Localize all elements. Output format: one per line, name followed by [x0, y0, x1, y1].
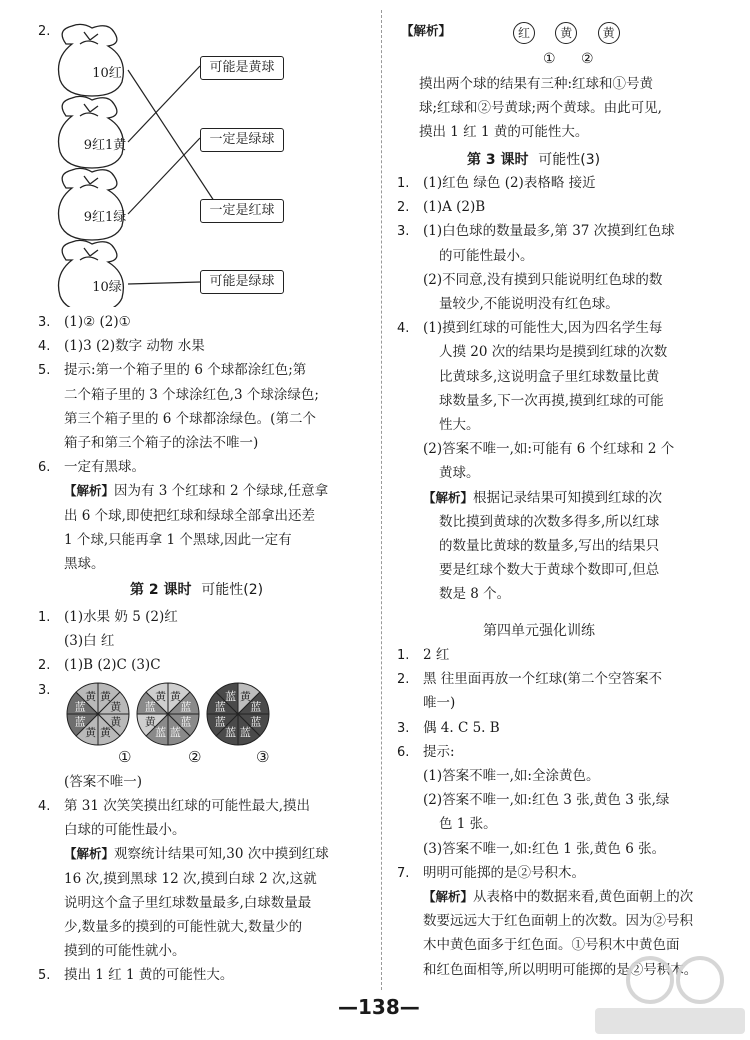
analysis-line: 摸出两个球的结果有三种:红球和①号黄 [419, 76, 654, 92]
column-divider [381, 10, 382, 990]
answer-text: 16 次,摸到黑球 12 次,摸到白球 2 次,这就 [64, 870, 317, 887]
answer-text: 和红色面相等,所以明明可能掷的是②号积木。 [423, 961, 698, 978]
answer-line [38, 458, 145, 477]
answer-text: (1)② (2)① [64, 314, 131, 330]
bag-1 [59, 24, 124, 96]
answer-box: 一定是绿球 [200, 128, 284, 152]
answer-line [38, 797, 310, 816]
answer-line [397, 319, 662, 338]
analysis-line: 球;红球和②号黄球;两个黄球。由此可见, [419, 100, 662, 117]
answer-line [38, 410, 316, 428]
answer-text: (1)红色 绿色 (2)表格略 接近 [423, 175, 596, 191]
answer-text: 从表格中的数据来看,黄色面朝上的次 [473, 889, 694, 905]
answer-text: (1)B (2)C (3)C [64, 657, 161, 674]
spinner-sector-label: 黄 [99, 690, 111, 704]
answer-line [397, 464, 480, 482]
spinner-label: ② [188, 748, 202, 766]
answer-line [38, 632, 114, 650]
answer-line [397, 247, 534, 265]
spinner-label: ① [118, 748, 132, 766]
answer-text: 摸出 1 红 1 黄的可能性大。 [64, 967, 234, 984]
answer-text: 1 个球,只能再拿 1 个黑球,因此一定有 [64, 531, 292, 548]
spinner-sector-label: 蓝 [74, 715, 86, 729]
answer-text: 根据记录结果可知摸到红球的次 [473, 489, 663, 506]
ball-number: ② [581, 51, 594, 67]
analysis-label: 【解析】 [64, 483, 115, 499]
answer-line [38, 361, 306, 380]
answer-text: 明明可能掷的是②号积木。 [423, 864, 585, 881]
matching-lines [128, 66, 220, 284]
answer-text: (1)3 (2)数字 动物 水果 [64, 338, 205, 355]
answer-text: 偶 4. C 5. B [423, 719, 500, 736]
ball-icon: 黄 [555, 22, 577, 44]
spinner-diagrams [60, 680, 310, 750]
item-number: 2. [38, 658, 51, 674]
answer-line [397, 840, 665, 858]
answer-line [38, 434, 258, 452]
answer-text: 人摸 20 次的结果均是摸到红球的次数 [439, 344, 668, 361]
answer-line [397, 174, 596, 193]
answer-line [38, 337, 205, 356]
item-number: 3. [397, 224, 410, 240]
item-number: 1. [38, 610, 51, 625]
answer-text: 箱子和第三个箱子的涂法不唯一) [64, 435, 259, 451]
answer-text: 的可能性最小。 [439, 247, 534, 264]
spinner-sector-label: 黄 [85, 690, 97, 704]
answer-line [397, 719, 500, 738]
answer-line [38, 555, 105, 573]
bag-3 [59, 168, 124, 240]
answer-line [397, 537, 659, 555]
watermark-logo [590, 950, 750, 1040]
item-number: 3. [397, 720, 410, 736]
answer-text: (1)摸到红球的可能性大,因为四名学生每 [423, 320, 663, 337]
spinner-sector-label: 蓝 [225, 690, 237, 704]
spinner-sector-label: 蓝 [169, 725, 181, 739]
spinner-sector-label: 蓝 [155, 725, 167, 739]
answer-text: 第三个箱子里的 6 个球都涂绿色。(第二个 [64, 410, 316, 427]
answer-text: 2 红 [423, 647, 450, 663]
item-number: 3. [38, 682, 51, 698]
bag-label: 10红 [92, 66, 122, 81]
answer-text: 黑 往里面再放一个红球(第二个空答案不 [423, 671, 663, 688]
analysis-label: 【解析】 [64, 846, 115, 862]
spinner-sector-label: 蓝 [250, 700, 262, 714]
item-number: 6. [397, 744, 410, 760]
answer-text: 比黄球多,这说明盒子里红球数量比黄 [439, 368, 660, 385]
spinner-2 [137, 683, 199, 745]
answer-line [38, 894, 311, 912]
answer-text: 量较少,不能说明没有红色球。 [439, 296, 619, 312]
answer-line [397, 440, 674, 458]
answer-text: 唯一) [423, 695, 456, 712]
answer-text: 少,数量多的摸到的可能性就大,数量少的 [64, 919, 303, 935]
answer-text: 性大。 [439, 417, 480, 433]
spinner-sector-label: 蓝 [180, 715, 192, 729]
answer-line [397, 271, 662, 289]
answer-text: 的数量比黄球的数量多,写出的结果只 [439, 538, 660, 554]
item-number: 1. [397, 176, 410, 191]
answer-text: 要是红球个数大于黄球个数即可,但总 [439, 562, 660, 579]
answer-line [397, 222, 675, 241]
answer-line [397, 198, 485, 217]
answer-line [38, 386, 319, 404]
spinner-sector-label: 蓝 [239, 725, 251, 739]
ball-icon: 红 [513, 22, 535, 44]
answer-text: (2)答案不唯一,如:红色 3 张,黄色 3 张,绿 [423, 792, 670, 809]
answer-line [397, 513, 659, 531]
answer-box: 可能是绿球 [200, 270, 284, 294]
spinner-sector-label: 蓝 [214, 700, 226, 714]
answer-line [38, 870, 317, 888]
answer-text: 第 31 次笑笑摸出红球的可能性最大,摸出 [64, 798, 311, 814]
item-number: 2. [397, 672, 410, 688]
spinner-sector-label: 黄 [155, 690, 167, 704]
answer-line [397, 416, 480, 434]
spinner-sector-label: 黄 [110, 700, 122, 714]
answer-line [38, 821, 186, 839]
answer-note: (答案不唯一) [64, 774, 143, 790]
answer-text: 观察统计结果可知,30 次中摸到红球 [114, 846, 329, 863]
answer-line [38, 966, 233, 985]
answer-text: (1)A (2)B [423, 199, 486, 216]
lesson-2-heading: 第 2 课时 可能性(2) [130, 582, 264, 598]
answer-line [38, 507, 315, 525]
answer-text: 色 1 张。 [439, 816, 497, 833]
page-number: —138— [338, 995, 420, 1019]
answer-line [397, 815, 497, 833]
answer-line [397, 670, 662, 689]
spinner-sector-label: 蓝 [180, 700, 192, 714]
answer-line [397, 767, 599, 785]
item-number: 3. [38, 315, 51, 330]
answer-text: 球数量多,下一次再摸,摸到红球的可能 [439, 392, 664, 409]
answer-line [38, 608, 178, 627]
answer-text: (1)白色球的数量最多,第 37 次摸到红色球 [423, 223, 675, 240]
item-number: 5. [38, 968, 51, 984]
bag-4 [59, 240, 124, 307]
answer-text: 二个箱子里的 3 个球涂红色,3 个球涂绿色; [64, 386, 319, 403]
answer-text: (2)不同意,没有摸到只能说明红色球的数 [423, 271, 663, 288]
bag-label: 10绿 [92, 280, 122, 295]
spinner-sector-label: 蓝 [74, 700, 86, 714]
analysis-line: 摸出 1 红 1 黄的可能性大。 [419, 124, 589, 141]
answer-line [38, 531, 292, 549]
answer-text: 提示: [423, 743, 455, 760]
answer-line [397, 888, 693, 906]
answer-line [397, 561, 659, 579]
answer-line [397, 392, 664, 410]
spinner-sector-label: 黄 [144, 715, 156, 729]
answer-text: 因为有 3 个红球和 2 个绿球,任意拿 [114, 483, 329, 500]
answer-text: 黄球。 [439, 465, 480, 482]
item-number: 6. [38, 460, 51, 476]
answer-line [397, 791, 669, 809]
spinner-sector-label: 蓝 [225, 725, 237, 739]
analysis-header: 【解析】 [401, 23, 452, 38]
answer-line [397, 864, 585, 883]
answer-box: 一定是红球 [200, 199, 284, 223]
answer-line [397, 489, 662, 507]
spinner-sector-label: 黄 [110, 715, 122, 729]
answer-line [397, 585, 510, 603]
answer-text: (2)答案不唯一,如:可能有 6 个红球和 2 个 [423, 441, 675, 458]
answer-line [397, 743, 455, 762]
analysis-label: 【解析】 [423, 889, 474, 904]
answer-text: 黑球。 [64, 556, 105, 572]
spinner-sector-label: 黄 [239, 690, 251, 704]
answer-text: (3)答案不唯一,如:红色 1 张,黄色 6 张。 [423, 840, 666, 857]
answer-line [397, 343, 667, 361]
item-number: 2. [397, 200, 410, 216]
answer-text: (3)白 红 [64, 633, 115, 650]
answer-text: 摸到的可能性就小。 [64, 943, 186, 960]
answer-line [397, 694, 455, 712]
answer-text: 木中黄色面多于红色面。①号积木中黄色面 [423, 937, 680, 954]
answer-text: (1)水果 奶 5 (2)红 [64, 609, 178, 625]
answer-text: 数是 8 个。 [439, 586, 511, 603]
spinner-3 [207, 683, 269, 745]
answer-text: 数要远远大于红色面朝上的次数。因为②号积 [423, 913, 693, 930]
ball-icon: 黄 [598, 22, 620, 44]
spinner-sector-label: 蓝 [144, 700, 156, 714]
question-number: 2. [38, 24, 51, 39]
item-number: 7. [397, 865, 410, 881]
answer-line [397, 295, 619, 313]
answer-line [38, 845, 329, 863]
answer-text: 白球的可能性最小。 [64, 822, 186, 839]
answer-box: 可能是黄球 [200, 56, 284, 80]
spinner-sector-label: 黄 [85, 725, 97, 739]
answer-text: 出 6 个球,即使把红球和绿球全部拿出还差 [64, 507, 315, 524]
answer-line [38, 656, 161, 675]
ball-row [505, 22, 628, 44]
answer-line [38, 482, 328, 500]
item-number: 5. [38, 363, 51, 379]
answer-line [397, 646, 449, 665]
spinner-sector-label: 蓝 [250, 715, 262, 729]
ball-number: ① [543, 51, 556, 67]
answer-line [38, 313, 131, 332]
bag-2 [59, 96, 124, 168]
bag-label: 9红1绿 [83, 210, 127, 225]
answer-line [38, 918, 302, 936]
item-number: 4. [38, 799, 51, 814]
lesson-3-heading: 第 3 课时 可能性(3) [467, 152, 601, 168]
spinner-sector-label: 蓝 [214, 715, 226, 729]
item-number: 4. [38, 339, 51, 355]
analysis-label: 【解析】 [423, 489, 474, 505]
answer-line [397, 368, 659, 386]
answer-text: 提示:第一个箱子里的 6 个球都涂红色;第 [64, 362, 307, 379]
spinner-label: ③ [256, 748, 270, 766]
answer-line [397, 912, 693, 930]
spinner-1 [67, 683, 129, 745]
spinner-sector-label: 黄 [169, 690, 181, 704]
item-number: 1. [397, 648, 410, 663]
answer-text: (1)答案不唯一,如:全涂黄色。 [423, 768, 600, 784]
bag-label: 9红1黄 [83, 138, 127, 153]
answer-text: 一定有黑球。 [64, 459, 145, 476]
answer-line [38, 942, 186, 960]
answer-text: 说明这个盒子里红球数量最多,白球数量最 [64, 894, 312, 911]
unit-heading: 第四单元强化训练 [483, 623, 595, 639]
answer-text: 数比摸到黄球的次数多得多,所以红球 [439, 513, 660, 530]
item-number: 4. [397, 321, 410, 337]
spinner-sector-label: 黄 [99, 725, 111, 739]
